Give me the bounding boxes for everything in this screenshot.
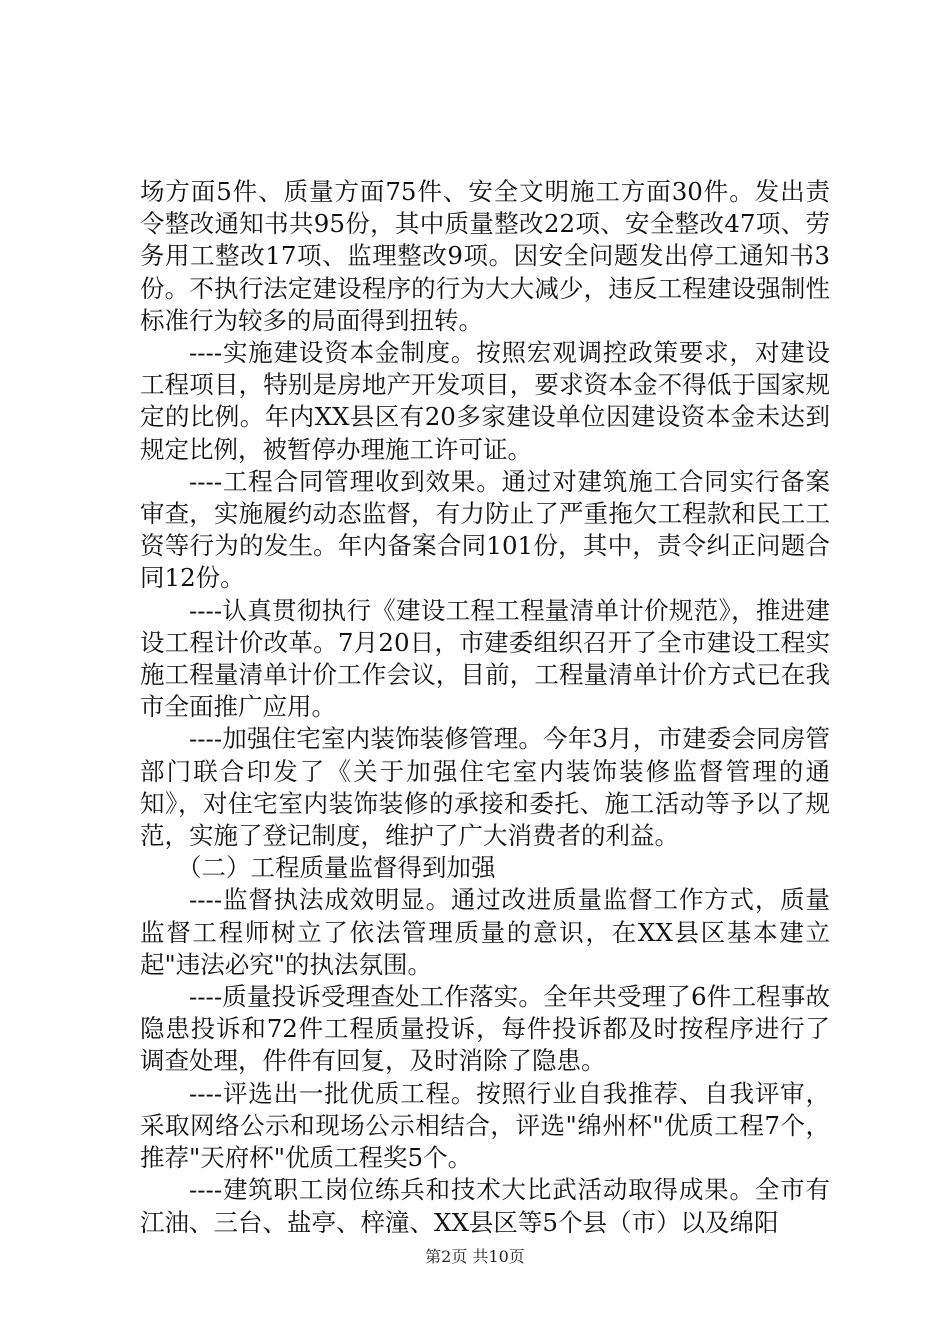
page-number-footer: 第2页 共10页 [425,1247,525,1266]
paragraph-decoration-management: ----加强住宅室内装饰装修管理。今年3月，市建委会同房管部门联合印发了《关于加强住宅室内装饰装修监督管理的通知》，对住宅室内装饰装修的承接和委托、施工活动等予以了规范，实施了登记制度，维护了广大消费者的利益。 [140,724,830,851]
paragraph-complaints: ----质量投诉受理查处工作落实。全年共受理了6件工程事故隐患投诉和72件工程质量投诉，每件投诉都及时按程序进行了调查处理，件件有回复，及时消除了隐患。 [140,982,830,1076]
paragraph-contract-management: ----工程合同管理收到效果。通过对建筑施工合同实行备案审查，实施履约动态监督，有力防止了严重拖欠工程款和民工工资等行为的发生。年内备案合同101份，其中，责令纠正问题合同12份。 [140,466,830,593]
paragraph-skills-competition: ----建筑职工岗位练兵和技术大比武活动取得成果。全市有江油、三台、盐亭、梓潼、XX县区等5个县（市）以及绵阳 [140,1175,830,1237]
document-body [140,176,830,1239]
paragraph-pricing-reform: ----认真贯彻执行《建设工程工程量清单计价规范》，推进建设工程计价改革。7月20日，市建委组织召开了全市建设工程实施工程量清单计价工作会议，目前，工程量清单计价方式已在我市全面推广应用。 [140,595,830,722]
paragraph-quality-awards: ----评选出一批优质工程。按照行业自我推荐、自我评审，采取网络公示和现场公示相结合，评选"绵州杯"优质工程7个，推荐"天府杯"优质工程奖5个。 [140,1078,830,1173]
paragraph-continuation: 场方面5件、质量方面75件、安全文明施工方面30件。发出责令整改通知书共95份，其中质量整改22项、安全整改47项、劳务用工整改17项、监理整改9项。因安全问题发出停工通知书3份。不执行法定建设程序的行为大大减少，违反工程建设强制性标准行为较多的局面得到扭转。 [140,177,830,335]
paragraph-capital-system: ----实施建设资本金制度。按照宏观调控政策要求，对建设工程项目，特别是房地产开发项目，要求资本金不得低于国家规定的比例。年内XX县区有20多家建设单位因建设资本金未达到规定比例，被暂停办理施工许可证。 [140,338,830,464]
section-heading-quality-supervision: （二）工程质量监督得到加强 [177,853,496,883]
paragraph-enforcement: ----监督执法成效明显。通过改进质量监督工作方式，质量监督工程师树立了依法管理质量的意识，在XX县区基本建立起"违法必究"的执法氛围。 [140,885,830,979]
